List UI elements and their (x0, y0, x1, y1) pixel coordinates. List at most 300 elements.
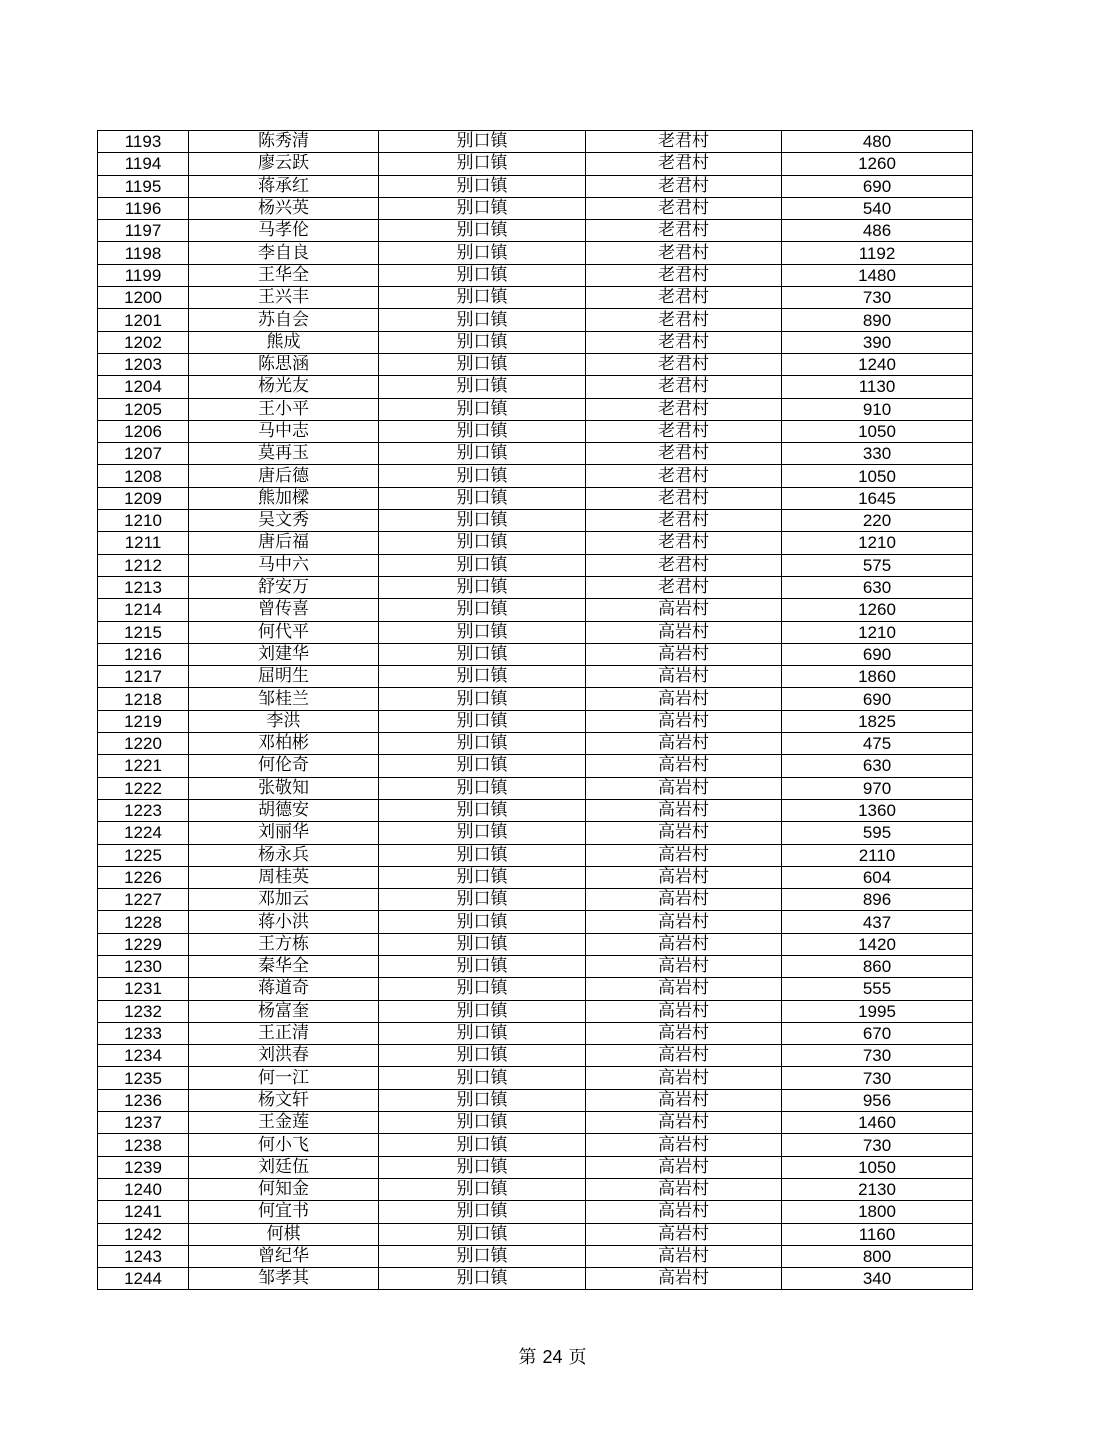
amount-cell: 1860 (782, 666, 973, 688)
village-cell: 高岩村 (586, 1112, 782, 1134)
table-row (98, 420, 973, 442)
table-row (98, 242, 973, 264)
town-cell: 别口镇 (379, 822, 586, 844)
amount-cell: 1130 (782, 376, 973, 398)
village-cell: 老君村 (586, 353, 782, 375)
town-cell: 别口镇 (379, 844, 586, 866)
table-row (98, 576, 973, 598)
amount-cell: 1825 (782, 710, 973, 732)
amount-cell: 1050 (782, 1156, 973, 1178)
name-cell: 屈明生 (189, 666, 379, 688)
village-cell: 高岩村 (586, 755, 782, 777)
amount-cell: 575 (782, 554, 973, 576)
town-cell: 别口镇 (379, 532, 586, 554)
table-row (98, 710, 973, 732)
amount-cell: 1260 (782, 599, 973, 621)
table-row (98, 331, 973, 353)
table-row (98, 1223, 973, 1245)
town-cell: 别口镇 (379, 197, 586, 219)
table-row (98, 1134, 973, 1156)
table-row (98, 532, 973, 554)
name-cell: 刘建华 (189, 643, 379, 665)
village-cell: 老君村 (586, 576, 782, 598)
amount-cell: 690 (782, 643, 973, 665)
serial-number-cell: 1237 (98, 1112, 189, 1134)
footer-suffix: 页 (568, 1347, 587, 1368)
page-footer (0, 1343, 1105, 1369)
serial-number-cell: 1210 (98, 510, 189, 532)
name-cell: 何伦奇 (189, 755, 379, 777)
name-cell: 秦华全 (189, 955, 379, 977)
table-row (98, 933, 973, 955)
serial-number-cell: 1236 (98, 1089, 189, 1111)
table-row (98, 1156, 973, 1178)
amount-cell: 896 (782, 889, 973, 911)
serial-number-cell: 1217 (98, 666, 189, 688)
serial-number-cell: 1224 (98, 822, 189, 844)
town-cell: 别口镇 (379, 911, 586, 933)
amount-cell: 540 (782, 197, 973, 219)
footer-prefix: 第 (518, 1347, 537, 1368)
serial-number-cell: 1208 (98, 465, 189, 487)
town-cell: 别口镇 (379, 1178, 586, 1200)
serial-number-cell: 1199 (98, 264, 189, 286)
village-cell: 高岩村 (586, 911, 782, 933)
name-cell: 王小平 (189, 398, 379, 420)
serial-number-cell: 1244 (98, 1268, 189, 1290)
table-row (98, 599, 973, 621)
serial-number-cell: 1207 (98, 443, 189, 465)
name-cell: 马中六 (189, 554, 379, 576)
table-row (98, 777, 973, 799)
name-cell: 曾传喜 (189, 599, 379, 621)
table-row (98, 376, 973, 398)
table-row (98, 153, 973, 175)
name-cell: 陈思涵 (189, 353, 379, 375)
town-cell: 别口镇 (379, 1156, 586, 1178)
serial-number-cell: 1216 (98, 643, 189, 665)
town-cell: 别口镇 (379, 1067, 586, 1089)
name-cell: 杨光友 (189, 376, 379, 398)
table-row (98, 1000, 973, 1022)
town-cell: 别口镇 (379, 1201, 586, 1223)
village-cell: 老君村 (586, 443, 782, 465)
village-cell: 高岩村 (586, 710, 782, 732)
table-row (98, 955, 973, 977)
town-cell: 别口镇 (379, 666, 586, 688)
town-cell: 别口镇 (379, 688, 586, 710)
name-cell: 邓加云 (189, 889, 379, 911)
serial-number-cell: 1235 (98, 1067, 189, 1089)
amount-cell: 340 (782, 1268, 973, 1290)
village-cell: 高岩村 (586, 1000, 782, 1022)
name-cell: 李洪 (189, 710, 379, 732)
village-cell: 老君村 (586, 175, 782, 197)
name-cell: 邹桂兰 (189, 688, 379, 710)
village-cell: 老君村 (586, 264, 782, 286)
village-cell: 高岩村 (586, 1022, 782, 1044)
village-cell: 高岩村 (586, 688, 782, 710)
town-cell: 别口镇 (379, 1245, 586, 1267)
table-row (98, 1045, 973, 1067)
amount-cell: 555 (782, 978, 973, 1000)
town-cell: 别口镇 (379, 287, 586, 309)
name-cell: 杨文轩 (189, 1089, 379, 1111)
amount-cell: 437 (782, 911, 973, 933)
table-row (98, 1245, 973, 1267)
amount-cell: 1995 (782, 1000, 973, 1022)
table-row (98, 1089, 973, 1111)
name-cell: 周桂英 (189, 866, 379, 888)
amount-cell: 970 (782, 777, 973, 799)
serial-number-cell: 1243 (98, 1245, 189, 1267)
serial-number-cell: 1218 (98, 688, 189, 710)
amount-cell: 604 (782, 866, 973, 888)
serial-number-cell: 1241 (98, 1201, 189, 1223)
village-cell: 老君村 (586, 510, 782, 532)
village-cell: 高岩村 (586, 1178, 782, 1200)
village-cell: 老君村 (586, 420, 782, 442)
village-cell: 老君村 (586, 376, 782, 398)
amount-cell: 1460 (782, 1112, 973, 1134)
town-cell: 别口镇 (379, 777, 586, 799)
table-row (98, 643, 973, 665)
town-cell: 别口镇 (379, 220, 586, 242)
town-cell: 别口镇 (379, 1045, 586, 1067)
name-cell: 张敬知 (189, 777, 379, 799)
village-cell: 老君村 (586, 487, 782, 509)
amount-cell: 1420 (782, 933, 973, 955)
name-cell: 杨兴英 (189, 197, 379, 219)
amount-cell: 1210 (782, 621, 973, 643)
table-row (98, 353, 973, 375)
table-row (98, 1178, 973, 1200)
table-row (98, 554, 973, 576)
table-row (98, 621, 973, 643)
amount-cell: 630 (782, 576, 973, 598)
village-cell: 高岩村 (586, 666, 782, 688)
amount-cell: 1160 (782, 1223, 973, 1245)
amount-cell: 595 (782, 822, 973, 844)
amount-cell: 890 (782, 309, 973, 331)
village-cell: 高岩村 (586, 599, 782, 621)
village-cell: 高岩村 (586, 889, 782, 911)
serial-number-cell: 1211 (98, 532, 189, 554)
name-cell: 蒋小洪 (189, 911, 379, 933)
serial-number-cell: 1195 (98, 175, 189, 197)
name-cell: 刘廷伍 (189, 1156, 379, 1178)
name-cell: 王兴丰 (189, 287, 379, 309)
town-cell: 别口镇 (379, 242, 586, 264)
village-cell: 老君村 (586, 220, 782, 242)
name-cell: 王华全 (189, 264, 379, 286)
name-cell: 唐后德 (189, 465, 379, 487)
amount-cell: 730 (782, 1045, 973, 1067)
village-cell: 高岩村 (586, 1089, 782, 1111)
serial-number-cell: 1233 (98, 1022, 189, 1044)
serial-number-cell: 1206 (98, 420, 189, 442)
town-cell: 别口镇 (379, 1022, 586, 1044)
serial-number-cell: 1219 (98, 710, 189, 732)
name-cell: 熊加樑 (189, 487, 379, 509)
amount-cell: 1210 (782, 532, 973, 554)
village-cell: 老君村 (586, 465, 782, 487)
name-cell: 曾纪华 (189, 1245, 379, 1267)
amount-cell: 480 (782, 131, 973, 153)
table-row (98, 1112, 973, 1134)
village-cell: 老君村 (586, 554, 782, 576)
serial-number-cell: 1193 (98, 131, 189, 153)
name-cell: 何代平 (189, 621, 379, 643)
amount-cell: 2130 (782, 1178, 973, 1200)
town-cell: 别口镇 (379, 889, 586, 911)
name-cell: 王金莲 (189, 1112, 379, 1134)
name-cell: 马中志 (189, 420, 379, 442)
village-cell: 高岩村 (586, 1201, 782, 1223)
amount-cell: 956 (782, 1089, 973, 1111)
name-cell: 何小飞 (189, 1134, 379, 1156)
town-cell: 别口镇 (379, 331, 586, 353)
amount-cell: 2110 (782, 844, 973, 866)
town-cell: 别口镇 (379, 755, 586, 777)
name-cell: 王方栋 (189, 933, 379, 955)
town-cell: 别口镇 (379, 599, 586, 621)
serial-number-cell: 1209 (98, 487, 189, 509)
town-cell: 别口镇 (379, 1089, 586, 1111)
amount-cell: 1480 (782, 264, 973, 286)
serial-number-cell: 1227 (98, 889, 189, 911)
amount-cell: 730 (782, 1067, 973, 1089)
name-cell: 李自良 (189, 242, 379, 264)
amount-cell: 1192 (782, 242, 973, 264)
town-cell: 别口镇 (379, 621, 586, 643)
town-cell: 别口镇 (379, 510, 586, 532)
town-cell: 别口镇 (379, 465, 586, 487)
table-row (98, 666, 973, 688)
town-cell: 别口镇 (379, 733, 586, 755)
village-cell: 高岩村 (586, 1223, 782, 1245)
village-cell: 老君村 (586, 197, 782, 219)
serial-number-cell: 1239 (98, 1156, 189, 1178)
serial-number-cell: 1225 (98, 844, 189, 866)
town-cell: 别口镇 (379, 487, 586, 509)
amount-cell: 690 (782, 175, 973, 197)
serial-number-cell: 1229 (98, 933, 189, 955)
amount-cell: 690 (782, 688, 973, 710)
serial-number-cell: 1226 (98, 866, 189, 888)
serial-number-cell: 1194 (98, 153, 189, 175)
amount-cell: 730 (782, 1134, 973, 1156)
amount-cell: 1645 (782, 487, 973, 509)
village-cell: 老君村 (586, 309, 782, 331)
name-cell: 胡德安 (189, 799, 379, 821)
town-cell: 别口镇 (379, 866, 586, 888)
serial-number-cell: 1234 (98, 1045, 189, 1067)
table-body (98, 131, 973, 1290)
village-cell: 高岩村 (586, 777, 782, 799)
amount-cell: 1360 (782, 799, 973, 821)
table-row (98, 822, 973, 844)
name-cell: 何宜书 (189, 1201, 379, 1223)
name-cell: 马孝伦 (189, 220, 379, 242)
serial-number-cell: 1197 (98, 220, 189, 242)
table-row (98, 175, 973, 197)
town-cell: 别口镇 (379, 554, 586, 576)
name-cell: 舒安万 (189, 576, 379, 598)
serial-number-cell: 1203 (98, 353, 189, 375)
town-cell: 别口镇 (379, 710, 586, 732)
name-cell: 蒋道奇 (189, 978, 379, 1000)
table-row (98, 978, 973, 1000)
name-cell: 廖云跃 (189, 153, 379, 175)
data-table (97, 130, 973, 1290)
table-row (98, 844, 973, 866)
amount-cell: 475 (782, 733, 973, 755)
town-cell: 别口镇 (379, 799, 586, 821)
name-cell: 熊成 (189, 331, 379, 353)
name-cell: 邓柏彬 (189, 733, 379, 755)
table-row (98, 688, 973, 710)
village-cell: 老君村 (586, 287, 782, 309)
table-row (98, 443, 973, 465)
name-cell: 蒋承红 (189, 175, 379, 197)
amount-cell: 1240 (782, 353, 973, 375)
town-cell: 别口镇 (379, 398, 586, 420)
amount-cell: 390 (782, 331, 973, 353)
serial-number-cell: 1242 (98, 1223, 189, 1245)
village-cell: 老君村 (586, 398, 782, 420)
serial-number-cell: 1204 (98, 376, 189, 398)
amount-cell: 1050 (782, 420, 973, 442)
village-cell: 高岩村 (586, 1268, 782, 1290)
amount-cell: 330 (782, 443, 973, 465)
serial-number-cell: 1231 (98, 978, 189, 1000)
table-row (98, 287, 973, 309)
village-cell: 高岩村 (586, 978, 782, 1000)
amount-cell: 910 (782, 398, 973, 420)
town-cell: 别口镇 (379, 955, 586, 977)
town-cell: 别口镇 (379, 576, 586, 598)
serial-number-cell: 1232 (98, 1000, 189, 1022)
serial-number-cell: 1212 (98, 554, 189, 576)
village-cell: 高岩村 (586, 799, 782, 821)
serial-number-cell: 1196 (98, 197, 189, 219)
table-row (98, 1201, 973, 1223)
table-row (98, 197, 973, 219)
serial-number-cell: 1220 (98, 733, 189, 755)
amount-cell: 486 (782, 220, 973, 242)
name-cell: 莫再玉 (189, 443, 379, 465)
town-cell: 别口镇 (379, 443, 586, 465)
serial-number-cell: 1215 (98, 621, 189, 643)
serial-number-cell: 1228 (98, 911, 189, 933)
village-cell: 老君村 (586, 153, 782, 175)
village-cell: 老君村 (586, 532, 782, 554)
village-cell: 高岩村 (586, 844, 782, 866)
table-row (98, 398, 973, 420)
village-cell: 老君村 (586, 242, 782, 264)
table-row (98, 911, 973, 933)
village-cell: 高岩村 (586, 955, 782, 977)
serial-number-cell: 1200 (98, 287, 189, 309)
town-cell: 别口镇 (379, 131, 586, 153)
amount-cell: 1800 (782, 1201, 973, 1223)
table-row (98, 1268, 973, 1290)
table-row (98, 220, 973, 242)
amount-cell: 630 (782, 755, 973, 777)
name-cell: 何知金 (189, 1178, 379, 1200)
amount-cell: 220 (782, 510, 973, 532)
amount-cell: 730 (782, 287, 973, 309)
table-row (98, 755, 973, 777)
village-cell: 高岩村 (586, 866, 782, 888)
serial-number-cell: 1240 (98, 1178, 189, 1200)
village-cell: 高岩村 (586, 1245, 782, 1267)
village-cell: 高岩村 (586, 822, 782, 844)
town-cell: 别口镇 (379, 978, 586, 1000)
village-cell: 高岩村 (586, 933, 782, 955)
serial-number-cell: 1238 (98, 1134, 189, 1156)
table-row (98, 309, 973, 331)
village-cell: 高岩村 (586, 1134, 782, 1156)
amount-cell: 860 (782, 955, 973, 977)
serial-number-cell: 1213 (98, 576, 189, 598)
name-cell: 杨永兵 (189, 844, 379, 866)
village-cell: 高岩村 (586, 733, 782, 755)
name-cell: 杨富奎 (189, 1000, 379, 1022)
serial-number-cell: 1201 (98, 309, 189, 331)
town-cell: 别口镇 (379, 175, 586, 197)
village-cell: 高岩村 (586, 643, 782, 665)
village-cell: 高岩村 (586, 1156, 782, 1178)
name-cell: 王正清 (189, 1022, 379, 1044)
town-cell: 别口镇 (379, 376, 586, 398)
amount-cell: 1260 (782, 153, 973, 175)
table-row (98, 866, 973, 888)
table-row (98, 799, 973, 821)
town-cell: 别口镇 (379, 264, 586, 286)
name-cell: 邹孝其 (189, 1268, 379, 1290)
town-cell: 别口镇 (379, 643, 586, 665)
serial-number-cell: 1205 (98, 398, 189, 420)
table-row (98, 510, 973, 532)
town-cell: 别口镇 (379, 353, 586, 375)
village-cell: 高岩村 (586, 1045, 782, 1067)
village-cell: 老君村 (586, 331, 782, 353)
table-row (98, 733, 973, 755)
name-cell: 苏自会 (189, 309, 379, 331)
page-number: 24 (542, 1347, 563, 1367)
village-cell: 高岩村 (586, 621, 782, 643)
town-cell: 别口镇 (379, 420, 586, 442)
town-cell: 别口镇 (379, 1112, 586, 1134)
town-cell: 别口镇 (379, 1268, 586, 1290)
serial-number-cell: 1222 (98, 777, 189, 799)
name-cell: 刘丽华 (189, 822, 379, 844)
amount-cell: 670 (782, 1022, 973, 1044)
village-cell: 老君村 (586, 131, 782, 153)
name-cell: 刘洪春 (189, 1045, 379, 1067)
serial-number-cell: 1230 (98, 955, 189, 977)
table-row (98, 1067, 973, 1089)
town-cell: 别口镇 (379, 1223, 586, 1245)
amount-cell: 1050 (782, 465, 973, 487)
town-cell: 别口镇 (379, 1000, 586, 1022)
table-row (98, 487, 973, 509)
serial-number-cell: 1202 (98, 331, 189, 353)
town-cell: 别口镇 (379, 309, 586, 331)
table-row (98, 889, 973, 911)
